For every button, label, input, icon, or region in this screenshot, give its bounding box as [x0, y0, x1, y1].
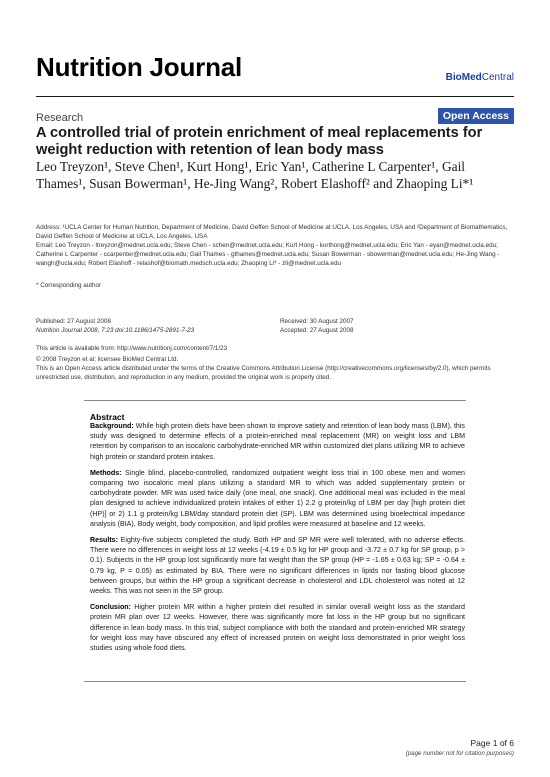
abstract-top-rule [84, 400, 466, 401]
abstract-conclusion [90, 602, 465, 653]
publisher-logo-rest: Central [481, 72, 514, 83]
journal-title: Nutrition Journal [36, 52, 243, 82]
license-block [36, 355, 521, 382]
copyright-line: © 2008 Treyzon et al; licensee BioMed Central Ltd. [36, 356, 179, 363]
author-list: Leo Treyzon¹, Steve Chen¹, Kurt Hong¹, Eric Yan¹, Catherine L Carpenter¹, Gail Thames¹, Susan Bowerman¹, He-Jing Wang², Robert Elashoff² and Zhaoping Li*¹ [36, 159, 474, 191]
corresponding-author-note: * Corresponding author [36, 282, 102, 289]
abstract-background [90, 421, 465, 462]
publisher-logo-bold: BioMed [445, 72, 482, 83]
published-date: Published: 27 August 2008 [36, 318, 111, 325]
abstract-results [90, 535, 465, 596]
affiliation-address: Address: ¹UCLA Center for Human Nutrition, Department of Medicine, David Geffen School of Medicine at UCLA, Los Angeles, USA and ²Department of Biomathematics, David Geffen School of Medicine at UCLA, Los Angeles, USA [36, 224, 508, 240]
abstract-heading: Abstract [90, 412, 125, 422]
conclusion-label: Conclusion: [90, 603, 131, 612]
accepted-date: Accepted: 27 August 2008 [280, 327, 354, 334]
abstract-body [90, 421, 465, 659]
page-number: Page 1 of 6 [470, 738, 514, 748]
publisher-logo [446, 72, 514, 83]
conclusion-text: Higher protein MR within a higher protein diet resulted in similar overall weight loss as the standard protein MR plan over 12 weeks. However, there was significantly more fat loss in the HP group but no significant difference in lean body mass. In this trial, subject compliance with both the standard and protein-enriched MR strategy for weight loss may have obscured any effect of increased protein on weight loss demonstrated in prior weight loss studies using whole food diets. [90, 603, 465, 653]
author-emails: Email: Leo Treyzon - ltreyzon@mednet.ucla.edu; Steve Chen - schen@mednet.ucla.edu; Kurt Hong - kurthong@mednet.ucla.edu; Eric Yan - eyan@mednet.ucla.edu; Catherine L Carpenter - ccarpenter@mednet.ucla.edu; Gail Thames - gthames@mednet.ucla.edu; Susan Bowerman - sbowerman@mednet.ucla.edu; He-Jing Wang - wangh@ucla.edu; Robert Elashoff - relashof@biomath.medsch.ucla.edu; Zhaoping Li* - zli@mednet.ucla.edu [36, 242, 500, 267]
license-text: This is an Open Access article distributed under the terms of the Creative Commons Attribution License (http://creativecommons.org/licenses/by/2.0), which permits unrestricted use, distribution, and reproduction in any medium, provided the original work is properly cited. [36, 365, 491, 381]
methods-label: Methods: [90, 468, 122, 477]
background-label: Background: [90, 422, 134, 430]
page-number-note: (page number not for citation purposes) [405, 750, 514, 757]
results-label: Results: [90, 536, 118, 545]
header-divider [36, 96, 514, 97]
history-dates [280, 317, 354, 335]
article-type: Research [36, 112, 84, 124]
abstract-methods [90, 468, 465, 529]
open-access-badge: Open Access [438, 108, 514, 124]
methods-text: Single blind, placebo-controlled, randomized outpatient weight loss trial in 100 obese men and women comparing two isocaloric meal plans utilizing a standard MR to which was added supplementary protein or carbohydrate powder. MR was used twice daily (one meal, one snack). One additional meal was included in the meal plan designed to achieve individualized protein intakes of either 1) 2.2 g protein/kg of LBM per day [high protein diet (HP)] or 2) 1.1 g protein/kg LBM/day standard protein diet (SP). LBM was determined using bioelectrical impedance analysis (BIA). Body weight, body composition, and lipid profiles were measured at baseline and 12 weeks. [90, 468, 465, 528]
received-date: Received: 30 August 2007 [280, 318, 354, 325]
article-title: A controlled trial of protein enrichment of meal replacements for weight reduction with retention of lean body mass [36, 125, 483, 158]
citation: Nutrition Journal 2008, 7:23 doi:10.1186/1475-2891-7-23 [36, 327, 195, 334]
results-text: Eighty-five subjects completed the study. Both HP and SP MR were well tolerated, with no adverse effects. There were no differences in weight loss at 12 weeks (-4.19 ± 0.5 kg for HP group and -3.72 ± 0.7 kg for SP group, p > 0.1). Subjects in the HP group lost significantly more fat weight than the SP group (HP = -1.65 ± 0.63 kg; SP = -0.64 ± 0.79 kg, P = 0.05) as estimated by BIA. There were no significant differences in lipids nor fasting blood glucose between groups, but within the HP group a significant decrease in cholesterol and LDL cholesterol was noted at 12 weeks. This was not seen in the SP group. [90, 536, 465, 596]
abstract-bottom-rule [84, 681, 466, 682]
background-text: While high protein diets have been shown to improve satiety and retention of lean body mass (LBM), this study was designed to determine effects of a protein-enriched meal replacement (MR) on weight loss and LBM retention by comparison to an isocaloric carbohydrate-enriched MR within customized diet plans utilizing MR to achieve high protein or standard protein intakes. [90, 422, 465, 461]
publication-info [36, 317, 194, 335]
article-url[interactable]: This article is available from: http://www.nutritionj.com/content/7/1/23 [36, 345, 228, 352]
